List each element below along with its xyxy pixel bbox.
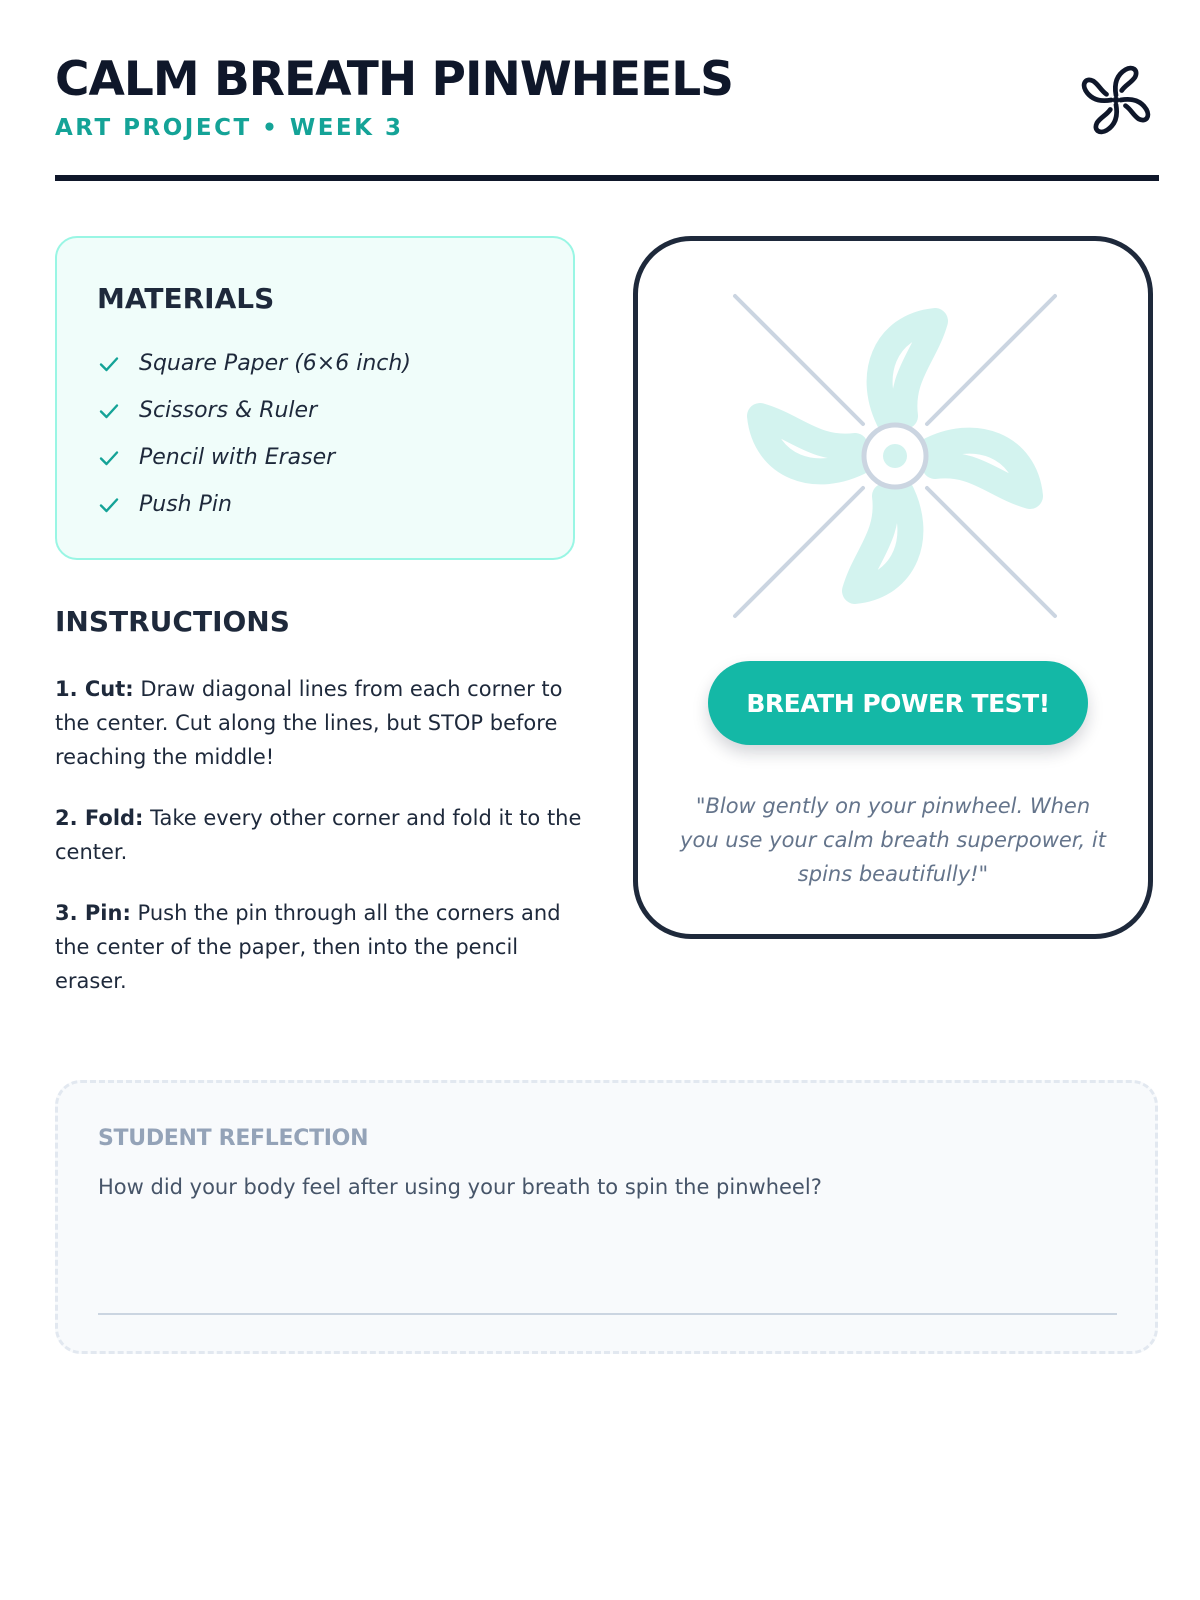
list-item bbox=[97, 340, 411, 387]
instructions-list bbox=[55, 672, 595, 1025]
reflection-prompt: How did your body feel after using your breath to spin the pinwheel? bbox=[98, 1175, 822, 1199]
step-text: Take every other corner and fold it to the center. bbox=[55, 806, 582, 864]
check-icon bbox=[97, 493, 121, 517]
student-reflection-box bbox=[55, 1080, 1158, 1354]
header-divider bbox=[55, 175, 1159, 181]
step-label: 1. Cut: bbox=[55, 677, 134, 701]
step-text: Draw diagonal lines from each corner to the center. Cut along the lines, but STOP before reaching the middle! bbox=[55, 677, 563, 769]
check-icon bbox=[97, 446, 121, 470]
instruction-step bbox=[55, 896, 595, 998]
step-label: 2. Fold: bbox=[55, 806, 144, 830]
breath-power-test-button[interactable]: BREATH POWER TEST! bbox=[708, 661, 1088, 745]
list-item bbox=[97, 434, 411, 481]
page-subtitle: ART PROJECT • WEEK 3 bbox=[55, 115, 404, 141]
materials-panel bbox=[55, 236, 575, 560]
breath-test-card bbox=[633, 236, 1153, 939]
page-title: CALM BREATH PINWHEELS bbox=[55, 52, 734, 107]
pinwheel-icon bbox=[1078, 62, 1154, 138]
list-item bbox=[97, 387, 411, 434]
answer-line[interactable] bbox=[98, 1313, 1117, 1315]
pinwheel-diagram-icon bbox=[730, 291, 1060, 621]
material-label: Pencil with Eraser bbox=[139, 445, 336, 470]
material-label: Scissors & Ruler bbox=[139, 398, 318, 423]
step-text: Push the pin through all the corners and the center of the paper, then into the pencil eraser. bbox=[55, 901, 561, 993]
instruction-step bbox=[55, 672, 595, 774]
pinwheel-quote: "Blow gently on your pinwheel. When you use your calm breath superpower, it spins beautifully!" bbox=[680, 794, 1106, 886]
materials-list bbox=[97, 340, 411, 528]
list-item bbox=[97, 481, 411, 528]
instructions-heading: INSTRUCTIONS bbox=[55, 605, 290, 638]
step-label: 3. Pin: bbox=[55, 901, 131, 925]
check-icon bbox=[97, 352, 121, 376]
materials-heading: MATERIALS bbox=[97, 282, 275, 315]
material-label: Push Pin bbox=[139, 492, 232, 517]
instruction-step bbox=[55, 801, 595, 869]
check-icon bbox=[97, 399, 121, 423]
reflection-heading: STUDENT REFLECTION bbox=[98, 1126, 369, 1151]
material-label: Square Paper (6×6 inch) bbox=[139, 351, 411, 376]
